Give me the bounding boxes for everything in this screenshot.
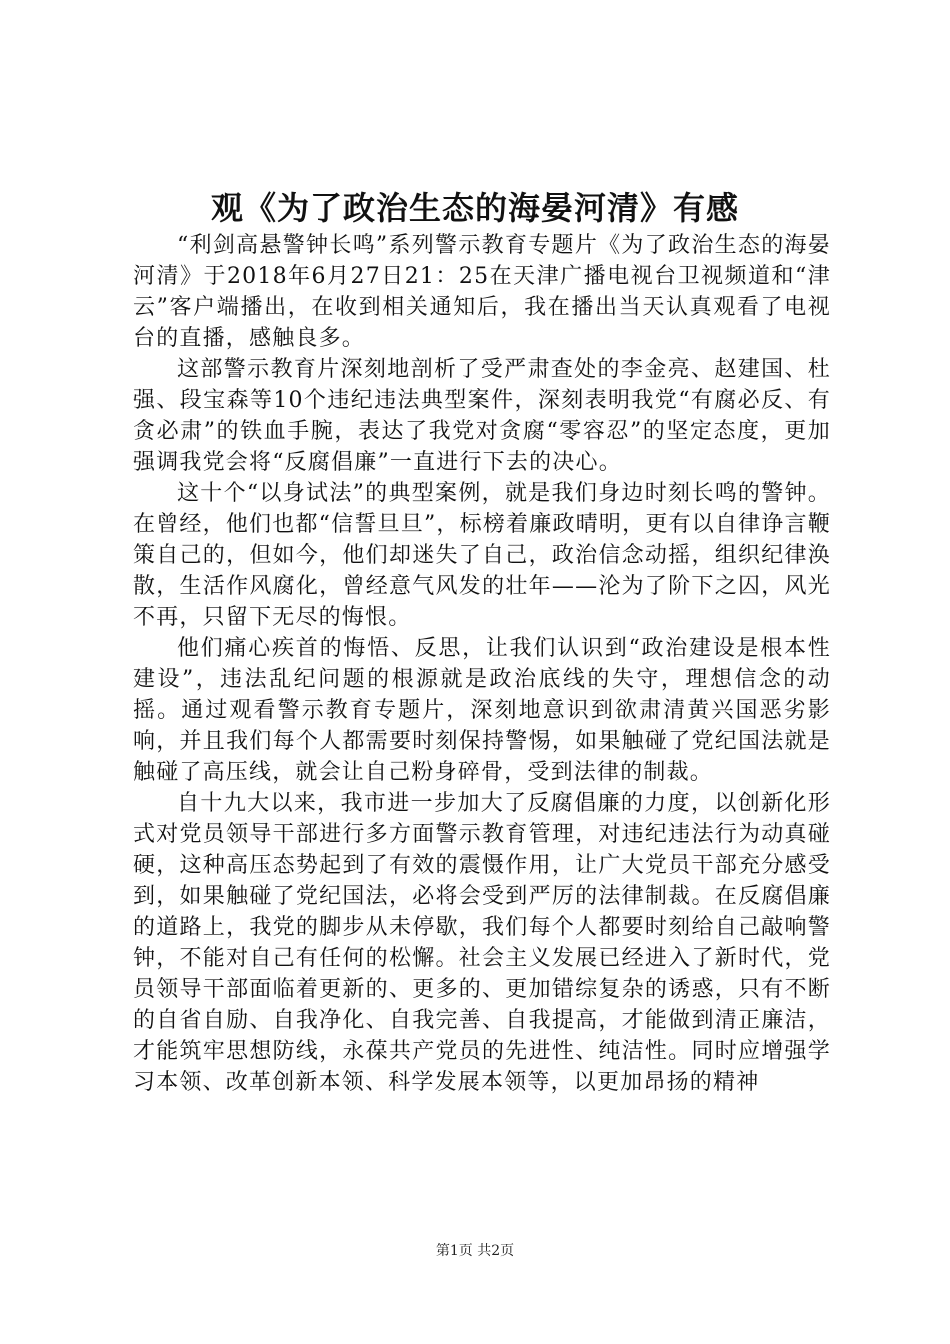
paragraph-3: 这十个“以身试法”的典型案例，就是我们身边时刻长鸣的警钟。在曾经，他们也都“信誓旦旦”，标榜着廉政晴明，更有以自律诤言鞭策自己的，但如今，他们却迷失了自己，政治信念动摇，组织纪律涣散，生活作风腐化，曾经意气风发的壮年——沦为了阶下之囚，风光不再，只留下无尽的悔恨。 bbox=[133, 481, 831, 630]
paragraph-1: “利剑高悬警钟长鸣”系列警示教育专题片《为了政治生态的海晏河清》于2018年6月27日21：25在天津广播电视台卫视频道和“津云”客户端播出，在收到相关通知后，我在播出当天认真观看了电视台的直播，感触良多。 bbox=[133, 233, 831, 351]
paragraph-2: 这部警示教育片深刻地剖析了受严肃查处的李金亮、赵建国、杜强、段宝森等10个违纪违法典型案件，深刻表明我党“有腐必反、有贪必肃”的铁血手腕，表达了我党对贪腐“零容忍”的坚定态度，更加强调我党会将“反腐倡廉”一直进行下去的决心。 bbox=[133, 357, 831, 475]
paragraph-4: 他们痛心疾首的悔悟、反思，让我们认识到“政治建设是根本性建设”，违法乱纪问题的根源就是政治底线的失守，理想信念的动摇。通过观看警示教育专题片，深刻地意识到欲肃清黄兴国恶劣影响，并且我们每个人都需要时刻保持警惕，如果触碰了党纪国法就是触碰了高压线，就会让自己粉身碎骨，受到法律的制裁。 bbox=[133, 636, 831, 785]
paragraph-5: 自十九大以来，我市进一步加大了反腐倡廉的力度，以创新化形式对党员领导干部进行多方面警示教育管理，对违纪违法行为动真碰硬，这种高压态势起到了有效的震慑作用，让广大党员干部充分感受到，如果触碰了党纪国法，必将会受到严厉的法律制裁。在反腐倡廉的道路上，我党的脚步从未停歇，我们每个人都要时刻给自己敲响警钟，不能对自己有任何的松懈。社会主义发展已经进入了新时代，党员领导干部面临着更新的、更多的、更加错综复杂的诱惑，只有不断的自省自励、自我净化、自我完善、自我提高，才能做到清正廉洁，才能筑牢思想防线，永葆共产党员的先进性、纯洁性。同时应增强学习本领、改革创新本领、科学发展本领等，以更加昂扬的精神 bbox=[133, 791, 831, 1095]
document-title: 观《为了政治生态的海晏河清》有感 bbox=[210, 189, 739, 227]
page-number-footer: 第1页 共2页 bbox=[435, 1243, 515, 1259]
document-body bbox=[133, 230, 831, 1098]
